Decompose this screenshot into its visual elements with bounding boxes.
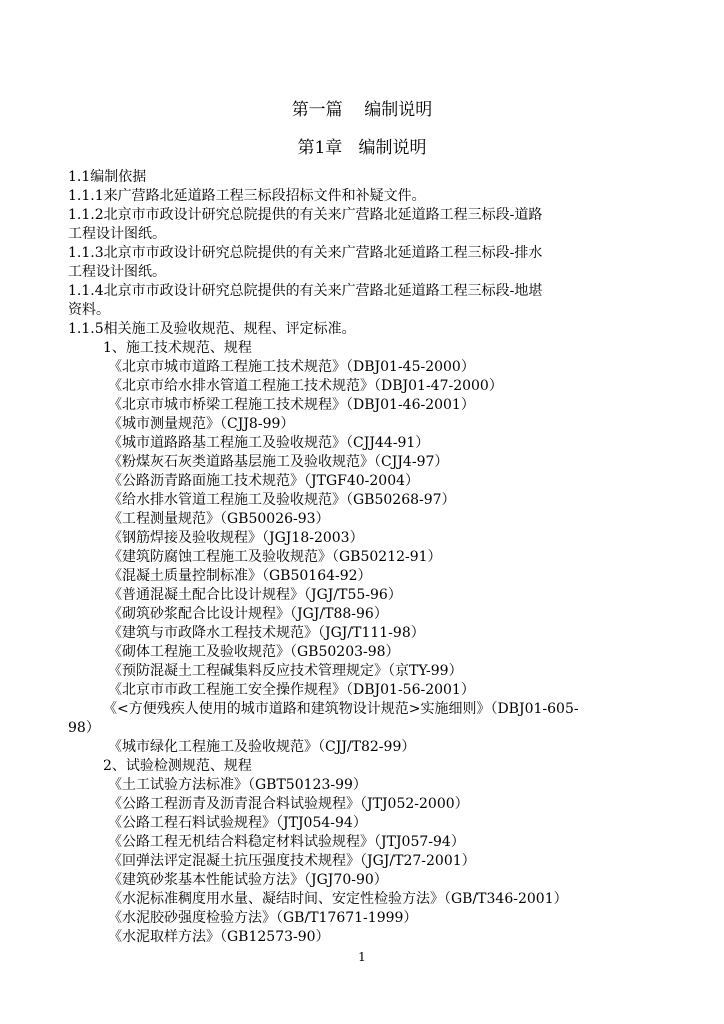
text-line: 98） (68, 720, 100, 736)
document-body (68, 168, 658, 947)
text-line: 《给水排水管道工程施工及验收规范》（GB50268-97） (108, 492, 456, 508)
text-line: 《水泥胶砂强度检验方法》（GB/T17671-1999） (108, 910, 418, 926)
text-line: 1.1.2北京市市政设计研究总院提供的有关来广营路北延道路工程三标段-道路 (68, 207, 543, 223)
text-line: 工程设计图纸。 (68, 264, 166, 280)
text-line: 《公路工程沥青及沥青混合料试验规程》（JTJ052-2000） (108, 796, 469, 812)
text-line: 《砌筑砂浆配合比设计规程》（JGJ/T88-96） (108, 606, 388, 622)
text-line: 《土工试验方法标准》（GBT50123-99） (108, 777, 367, 793)
text-line: 《城市道路路基工程施工及验收规范》（CJJ44-91） (108, 435, 430, 451)
part-title: 第一篇 编制说明 (291, 100, 433, 120)
text-line: 《预防混凝土工程碱集料反应技术管理规定》（京TY-99） (108, 663, 463, 679)
text-line: 《混凝土质量控制标准》（GB50164-92） (108, 568, 372, 584)
text-line: 1.1编制依据 (68, 169, 147, 185)
text-line: 《水泥取样方法》（GB12573-90） (108, 929, 330, 945)
text-line: 《水泥标准稠度用水量、凝结时间、安定性检验方法》（GB/T346-2001） (108, 891, 568, 907)
text-line: 《公路工程石料试验规程》（JTJ054-94） (108, 815, 367, 831)
text-line: 《北京市城市桥梁工程施工技术规程》（DBJ01-46-2001） (108, 397, 475, 413)
text-line: 《砌体工程施工及验收规范》（GB50203-98） (108, 644, 400, 660)
text-line: 《钢筋焊接及验收规程》（JGJ18-2003） (108, 530, 364, 546)
text-line: 1.1.1来广营路北延道路工程三标段招标文件和补疑文件。 (68, 188, 426, 204)
text-line: 《建筑砂浆基本性能试验方法》（JGJ70-90） (108, 872, 388, 888)
text-line: 《公路工程无机结合料稳定材料试验规程》（JTJ057-94） (108, 834, 465, 850)
chapter-title: 第1章 编制说明 (297, 138, 427, 158)
text-line: 1、施工技术规范、规程 (103, 340, 252, 356)
text-line: 《北京市给水排水管道工程施工技术规范》（DBJ01-47-2000） (108, 378, 503, 394)
text-line: 工程设计图纸。 (68, 226, 166, 242)
text-line: 2、试验检测规范、规程 (103, 758, 252, 774)
text-line: 资料。 (68, 302, 110, 318)
text-line: 《城市绿化工程施工及验收规范》（CJJ/T82-99） (108, 739, 416, 755)
page-number: 1 (358, 950, 366, 964)
text-line: 《回弹法评定混凝土抗压强度技术规程》（JGJ/T27-2001） (108, 853, 476, 869)
text-line: 《北京市市政工程施工安全操作规程》（DBJ01-56-2001） (108, 682, 475, 698)
text-line: 《公路沥青路面施工技术规范》（JTGF40-2004） (108, 473, 420, 489)
text-line: 《工程测量规范》（GB50026-93） (108, 511, 330, 527)
text-line: 1.1.5相关施工及验收规范、规程、评定标准。 (68, 321, 356, 337)
text-line: 《<方便残疾人使用的城市道路和建筑物设计规范>实施细则》（DBJ01-605- (103, 701, 579, 717)
text-line: 1.1.4北京市市政设计研究总院提供的有关来广营路北延道路工程三标段-地堪 (68, 283, 543, 299)
text-line: 《普通混凝土配合比设计规程》（JGJ/T55-96） (108, 587, 402, 603)
text-line: 《城市测量规范》（CJJ8-99） (108, 416, 295, 432)
text-line: 1.1.3北京市市政设计研究总院提供的有关来广营路北延道路工程三标段-排水 (68, 245, 543, 261)
text-line: 《粉煤灰石灰类道路基层施工及验收规范》（CJJ4-97） (108, 454, 449, 470)
text-line: 《建筑防腐蚀工程施工及验收规范》（GB50212-91） (108, 549, 442, 565)
text-line: 《建筑与市政降水工程技术规范》（JGJ/T111-98） (108, 625, 425, 641)
text-line: 《北京市城市道路工程施工技术规范》（DBJ01-45-2000） (108, 359, 475, 375)
